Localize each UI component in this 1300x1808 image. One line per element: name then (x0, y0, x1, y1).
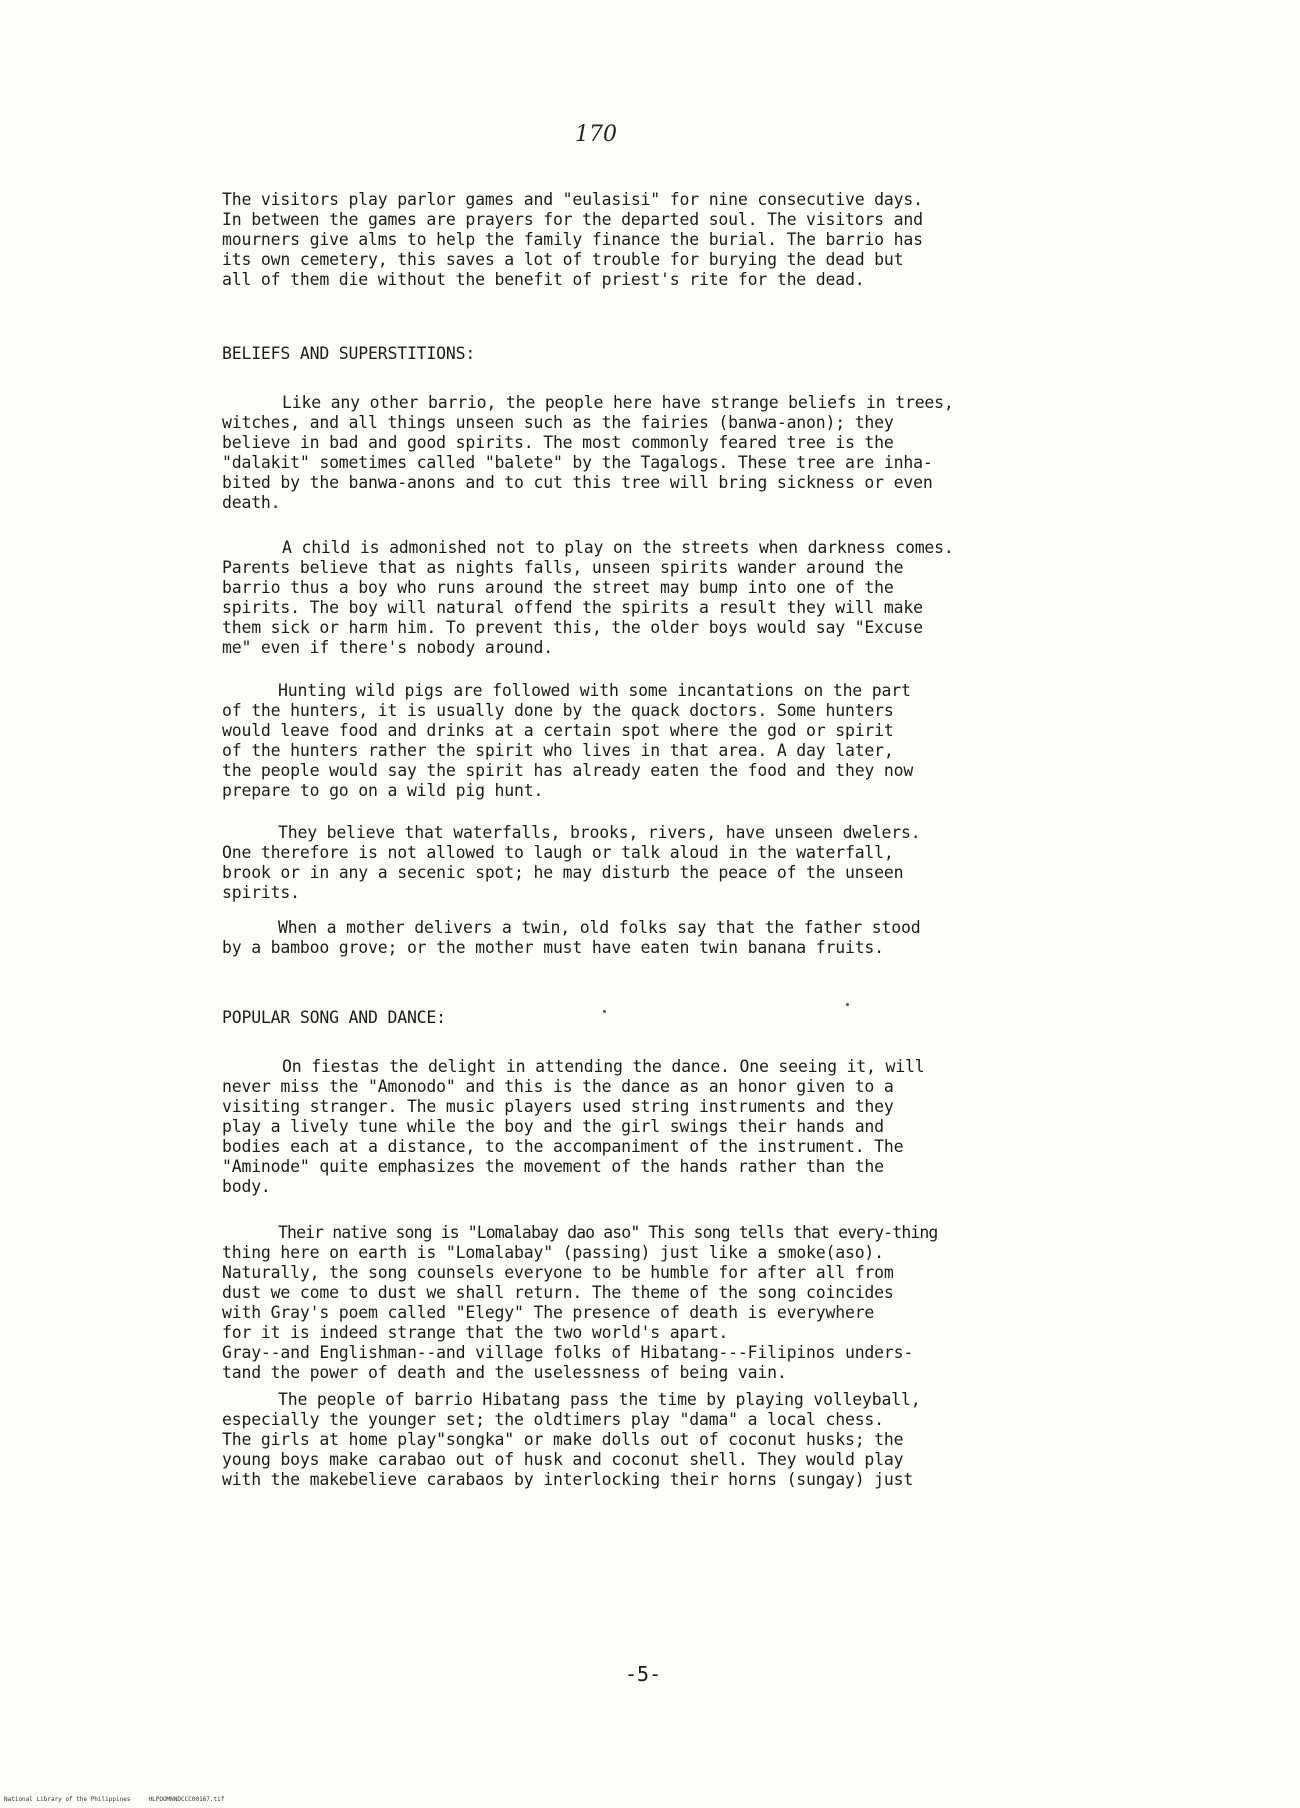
text-line: "dalakit" sometimes called "balete" by the Tagalogs. These tree are inha- (222, 453, 933, 472)
text-line: The visitors play parlor games and "eulasisi" for nine consecutive days. (222, 190, 923, 209)
text-line: with Gray's poem called "Elegy" The presence of death is everywhere (222, 1303, 875, 1322)
text-line: Naturally, the song counsels everyone to be humble for after all from (222, 1263, 894, 1282)
text-line: with the makebelieve carabaos by interlocking their horns (sungay) just (222, 1470, 914, 1489)
text-line: them sick or harm him. To prevent this, the older boys would say "Excuse (222, 618, 923, 637)
text-line: barrio thus a boy who runs around the street may bump into one of the (222, 578, 894, 597)
text-line: Hunting wild pigs are followed with some incantations on the part (278, 681, 911, 700)
text-line: would leave food and drinks at a certain spot where the god or spirit (222, 721, 894, 740)
text-line: its own cemetery, this saves a lot of trouble for burying the dead but (222, 250, 904, 269)
text-line: bodies each at a distance, to the accompaniment of the instrument. The (222, 1137, 904, 1156)
text-line: In between the games are prayers for the departed soul. The visitors and (222, 210, 923, 229)
text-line: prepare to go on a wild pig hunt. (222, 781, 544, 800)
text-line: "Aminode" quite emphasizes the movement of the hands rather than the (222, 1157, 884, 1176)
footer-page-number: -5- (625, 1662, 662, 1686)
text-line: body. (222, 1177, 271, 1196)
paragraph-twins (222, 918, 1152, 958)
text-line: spirits. (222, 883, 300, 902)
text-line: Gray--and Englishman--and village folks of Hibatang---Filipinos unders- (222, 1343, 914, 1362)
text-line: young boys make carabao out of husk and coconut shell. They would play (222, 1450, 904, 1469)
handwritten-page-number: 170 (575, 122, 617, 147)
text-line: mourners give alms to help the family finance the burial. The barrio has (222, 230, 923, 249)
text-line: They believe that waterfalls, brooks, rivers, have unseen dwelers. (278, 823, 921, 842)
text-line: believe in bad and good spirits. The most commonly feared tree is the (222, 433, 894, 452)
section-heading-song-dance: POPULAR SONG AND DANCE: (222, 1008, 446, 1027)
text-line: me" even if there's nobody around. (222, 638, 553, 657)
text-line: especially the younger set; the oldtimers play "dama" a local chess. (222, 1410, 884, 1429)
text-line: of the hunters rather the spirit who lives in that area. A day later, (222, 741, 894, 760)
text-line: A child is admonished not to play on the streets when darkness comes. (282, 538, 954, 557)
text-line: Like any other barrio, the people here have strange beliefs in trees, (282, 393, 954, 412)
paragraph-pastimes (222, 1390, 1152, 1490)
paragraph-dance (222, 1057, 1152, 1197)
text-line: by a bamboo grove; or the mother must have eaten twin banana fruits. (222, 938, 884, 957)
text-line: death. (222, 493, 281, 512)
specks (603, 1010, 606, 1013)
text-line: the people would say the spirit has already eaten the food and they now (222, 761, 914, 780)
paragraph-hunting (222, 681, 1152, 801)
text-line: play a lively tune while the boy and the girl swings their hands and (222, 1117, 884, 1136)
text-line: The people of barrio Hibatang pass the time by playing volleyball, (278, 1390, 921, 1409)
text-line: witches, and all things unseen such as the fairies (banwa-anon); they (222, 413, 894, 432)
text-line: One therefore is not allowed to laugh or talk aloud in the waterfall, (222, 843, 894, 862)
paragraph-child-spirits (222, 538, 1152, 658)
text-line: never miss the "Amonodo" and this is the dance as an honor given to a (222, 1077, 894, 1096)
paragraph-tree-beliefs (222, 393, 1152, 513)
specks (846, 1003, 849, 1006)
text-line: The girls at home play"songka" or make dolls out of coconut husks; the (222, 1430, 904, 1449)
text-line: tand the power of death and the uselessness of being vain. (222, 1363, 787, 1382)
credit-library: National Library of the Philippines (4, 1796, 131, 1803)
text-line: brook or in any a secenic spot; he may disturb the peace of the unseen (222, 863, 904, 882)
text-line: spirits. The boy will natural offend the spirits a result they will make (222, 598, 923, 617)
text-line: dust we come to dust we shall return. The theme of the song coincides (222, 1283, 894, 1302)
text-line: On fiestas the delight in attending the dance. One seeing it, will (282, 1057, 925, 1076)
paragraph-funeral-customs (222, 190, 1152, 290)
credit-filename: HLPOOMNNDCCC00167.tif (148, 1796, 225, 1803)
text-line: bited by the banwa-anons and to cut this tree will bring sickness or even (222, 473, 933, 492)
text-line: Their native song is "Lomalabay dao aso" This song tells that every-thing (278, 1223, 938, 1242)
text-line: of the hunters, it is usually done by the quack doctors. Some hunters (222, 701, 894, 720)
text-line: for it is indeed strange that the two world's apart. (222, 1323, 729, 1342)
text-line: thing here on earth is "Lomalabay" (passing) just like a smoke(aso). (222, 1243, 884, 1262)
section-heading-beliefs: BELIEFS AND SUPERSTITIONS: (222, 344, 476, 363)
text-line: all of them die without the benefit of priest's rite for the dead. (222, 270, 865, 289)
paragraph-native-song (222, 1223, 1152, 1383)
paragraph-waterfalls (222, 823, 1152, 903)
text-line: visiting stranger. The music players used string instruments and they (222, 1097, 894, 1116)
scan-credit (4, 1796, 224, 1803)
text-line: Parents believe that as nights falls, unseen spirits wander around the (222, 558, 904, 577)
text-line: When a mother delivers a twin, old folks say that the father stood (278, 918, 921, 937)
